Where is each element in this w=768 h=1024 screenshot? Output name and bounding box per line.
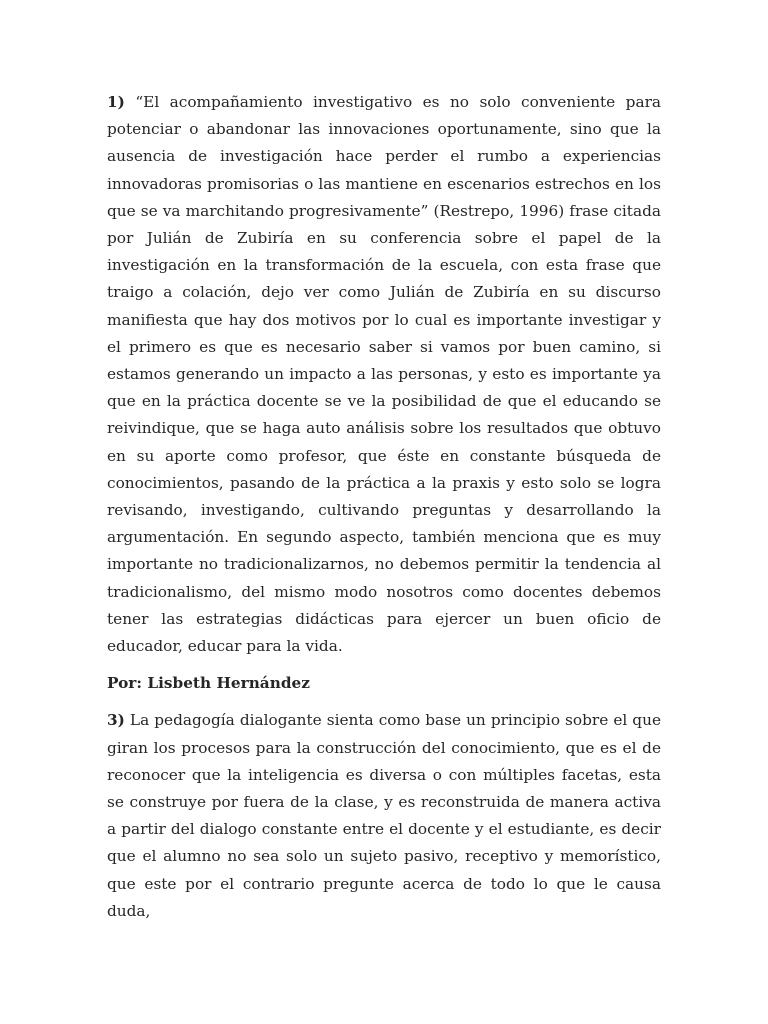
paragraph-1-text: “El acompañamiento investigativo es no solo conveniente para potenciar o abandonar las innovaciones oportunamente, sino que la ausencia de investigación hace perder el rumbo a experiencias innovadoras promisorias o las mantiene en escenarios estrechos en los que se va marchitando progresivamente” (Restrepo, 1996) frase citada por Julián de Zubiría en su conferencia sobre el papel de la investigación en la transformación de la escuela, con esta frase que traigo a colación, dejo ver como Julián de Zubiría en su discurso manifiesta que hay dos motivos por lo cual es importante investigar y el primero es que es necesario saber si vamos por buen camino, si estamos generando un impacto a las personas, y esto es importante ya que en la práctica docente se ve la posibilidad de que el educando se reivindique, que se haga auto análisis sobre los resultados que obtuvo en su aporte como profesor, que éste en constante búsqueda de conocimientos, pasando de la práctica a la praxis y esto solo se logra revisando, investigando, cultivando preguntas y desarrollando la argumentación. En segundo aspecto, también menciona que es muy importante no tradicionalizarnos, no debemos permitir la tendencia al tradicionalismo, del mismo modo nosotros como docentes debemos tener las estrategias didácticas para ejercer un buen oficio de educador, educar para la vida.	[107, 93, 661, 656]
author-byline: Por: Lisbeth Hernández	[107, 674, 310, 693]
document-page	[107, 89, 661, 925]
paragraph-1	[107, 89, 661, 660]
paragraph-3-text: La pedagogía dialogante sienta como base un principio sobre el que giran los procesos para la construcción del conocimiento, que es el de reconocer que la inteligencia es diversa o con múltiples facetas, esta se construye por fuera de la clase, y es reconstruida de manera activa a partir del dialogo constante entre el docente y el estudiante, es decir que el alumno no sea solo un sujeto pasivo, receptivo y memorístico, que este por el contrario pregunte acerca de todo lo que le causa duda,	[107, 711, 661, 920]
paragraph-1-number: 1)	[107, 93, 125, 111]
paragraph-3-number: 3)	[107, 711, 125, 730]
paragraph-3	[107, 707, 661, 925]
